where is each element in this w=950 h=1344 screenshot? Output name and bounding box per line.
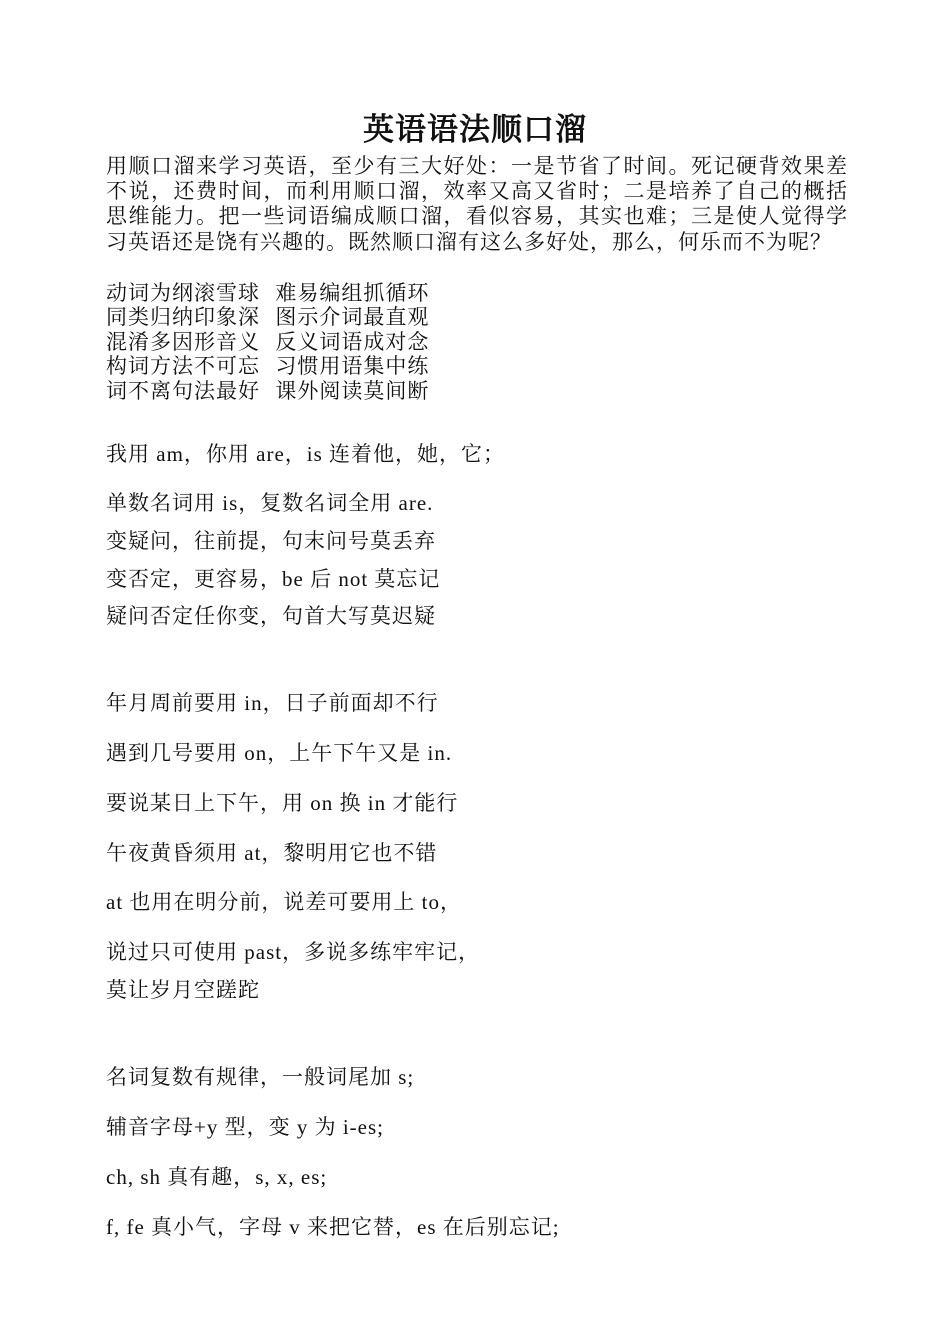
rhyme-line: 同类归纳印象深 图示介词最直观: [106, 305, 430, 330]
verse-prep-line: 年月周前要用 in，日子前面却不行: [106, 691, 439, 715]
verse-be-line: 变否定，更容易，be 后 not 莫忘记: [106, 567, 441, 591]
verse-prep-line: 要说某日上下午，用 on 换 in 才能行: [106, 791, 459, 815]
verse-plural-line: 名词复数有规律，一般词尾加 s;: [106, 1065, 415, 1089]
verse-be-line: 疑问否定任你变，句首大写莫迟疑: [106, 604, 436, 628]
verse-prep-line: 莫让岁月空蹉跎: [106, 978, 260, 1002]
verse-plural-line: ch, sh 真有趣，s, x, es;: [106, 1165, 328, 1189]
verse-prep-line: at 也用在明分前，说差可要用上 to，: [106, 890, 462, 914]
document-title: 英语语法顺口溜: [363, 112, 587, 148]
verse-plural-line: f, fe 真小气，字母 v 来把它替，es 在后别忘记;: [106, 1215, 560, 1239]
rhyme-line: 动词为纲滚雪球 难易编组抓循环: [106, 281, 430, 305]
verse-prep-line: 说过只可使用 past，多说多练牢牢记，: [106, 940, 481, 964]
verse-be-line: 变疑问，往前提，句末问号莫丢弃: [106, 529, 436, 553]
rhyme-line: 混淆多因形音义 反义词语成对念: [106, 329, 430, 354]
rhyme-line: 构词方法不可忘 习惯用语集中练: [106, 354, 430, 379]
rhyme-line: 词不离句法最好 课外阅读莫间断: [106, 378, 430, 403]
rhyme-block: [106, 281, 429, 403]
intro-paragraph: 用顺口溜来学习英语，至少有三大好处：一是节省了时间。死记硬背效果差不说，还费时间，而利用顺口溜，效率又高又省时；二是培养了自己的概括思维能力。把一些词语编成顺口溜，看似容易，其实也难；三是使人觉得学习英语还是饶有兴趣的。既然顺口溜有这么多好处，那么，何乐而不为呢？: [106, 154, 848, 254]
verse-plural-line: 辅音字母+y 型，变 y 为 i-es;: [106, 1115, 384, 1139]
verse-be-line: 我用 am，你用 are，is 连着他，她，它；: [106, 442, 506, 466]
verse-prep-line: 午夜黄昏须用 at，黎明用它也不错: [106, 841, 438, 865]
verse-be-line: 单数名词用 is，复数名词全用 are.: [106, 491, 434, 515]
verse-prep-line: 遇到几号要用 on，上午下午又是 in.: [106, 741, 453, 765]
